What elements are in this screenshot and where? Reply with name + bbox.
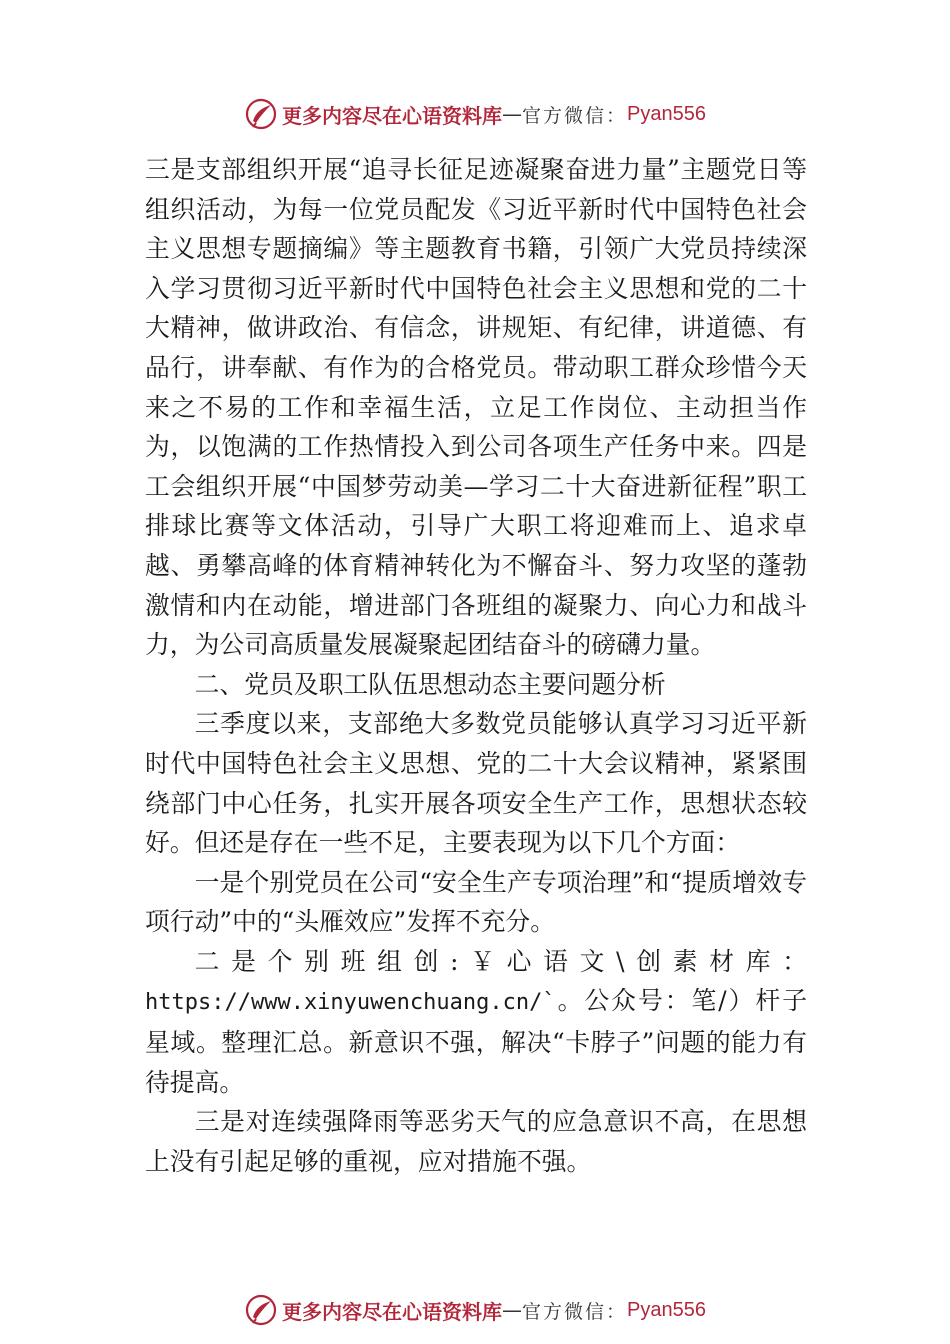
- footer-wechat-id: Pyan556: [627, 1298, 706, 1321]
- paragraph-3: 三季度以来，支部绝大多数党员能够认真学习习近平新时代中国特色社会主义思想、党的二十大会议精神，紧紧围绕部门中心任务，扎实开展各项安全生产工作，思想状态较好。但还是存在一些不足，主要表现为以下几个方面：: [145, 709, 807, 858]
- banner-wechat-label: 官方微信：: [522, 104, 628, 127]
- paragraph-5-url: https://www.xinyuwenchuang.cn/`: [145, 990, 556, 1016]
- footer-banner: [0, 1290, 950, 1330]
- paragraph-5: [145, 942, 807, 1102]
- footer-wechat-label: 官方微信：: [522, 1300, 628, 1323]
- paragraph-4: 一是个别党员在公司“安全生产专项治理”和“提质增效专项行动”中的“头雁效应”发挥不充分。: [145, 867, 807, 937]
- paragraph-5-tail: 。公众号：笔/）杆子星域。整理汇总。新意识不强，解决“卡脖子”问题的能力有待提高。: [145, 986, 807, 1097]
- document-body: [145, 150, 807, 1181]
- footer-dash: —: [502, 1298, 522, 1322]
- section-heading: 二、党员及职工队伍思想动态主要问题分析: [194, 669, 666, 699]
- footer-title: 更多内容尽在心语资料库: [282, 1299, 502, 1324]
- banner-title: 更多内容尽在心语资料库: [282, 103, 502, 128]
- paragraph-5-lead: 二是个别班组创:￥心语文\创素材库：: [194, 946, 807, 976]
- banner-wechat-id: Pyan556: [627, 102, 706, 125]
- banner-dash: —: [502, 102, 522, 126]
- logo-icon: [244, 1293, 278, 1327]
- paragraph-6: 三是对连续强降雨等恶劣天气的应急意识不高，在思想上没有引起足够的重视，应对措施不强。: [145, 1107, 807, 1176]
- paragraph-1: 三是支部组织开展“追寻长征足迹凝聚奋进力量”主题党日等组织活动，为每一位党员配发《习近平新时代中国特色社会主义思想专题摘编》等主题教育书籍，引领广大党员持续深入学习贯彻习近平新时代中国特色社会主义思想和党的二十大精神，做讲政治、有信念，讲规矩、有纪律，讲道德、有品行，讲奉献、有作为的合格党员。带动职工群众珍惜今天来之不易的工作和幸福生活，立足工作岗位、主动担当作为，以饱满的工作热情投入到公司各项生产任务中来。四是工会组织开展“中国梦劳动美—学习二十大奋进新征程”职工排球比赛等文体活动，引导广大职工将迎难而上、追求卓越、勇攀高峰的体育精神转化为不懈奋斗、努力攻坚的蓬勃激情和内在动能，增进部门各班组的凝聚力、向心力和战斗力，为公司高质量发展凝聚起团结奋斗的磅礴力量。: [145, 155, 807, 660]
- header-banner: [0, 94, 950, 134]
- logo-icon: [244, 97, 278, 131]
